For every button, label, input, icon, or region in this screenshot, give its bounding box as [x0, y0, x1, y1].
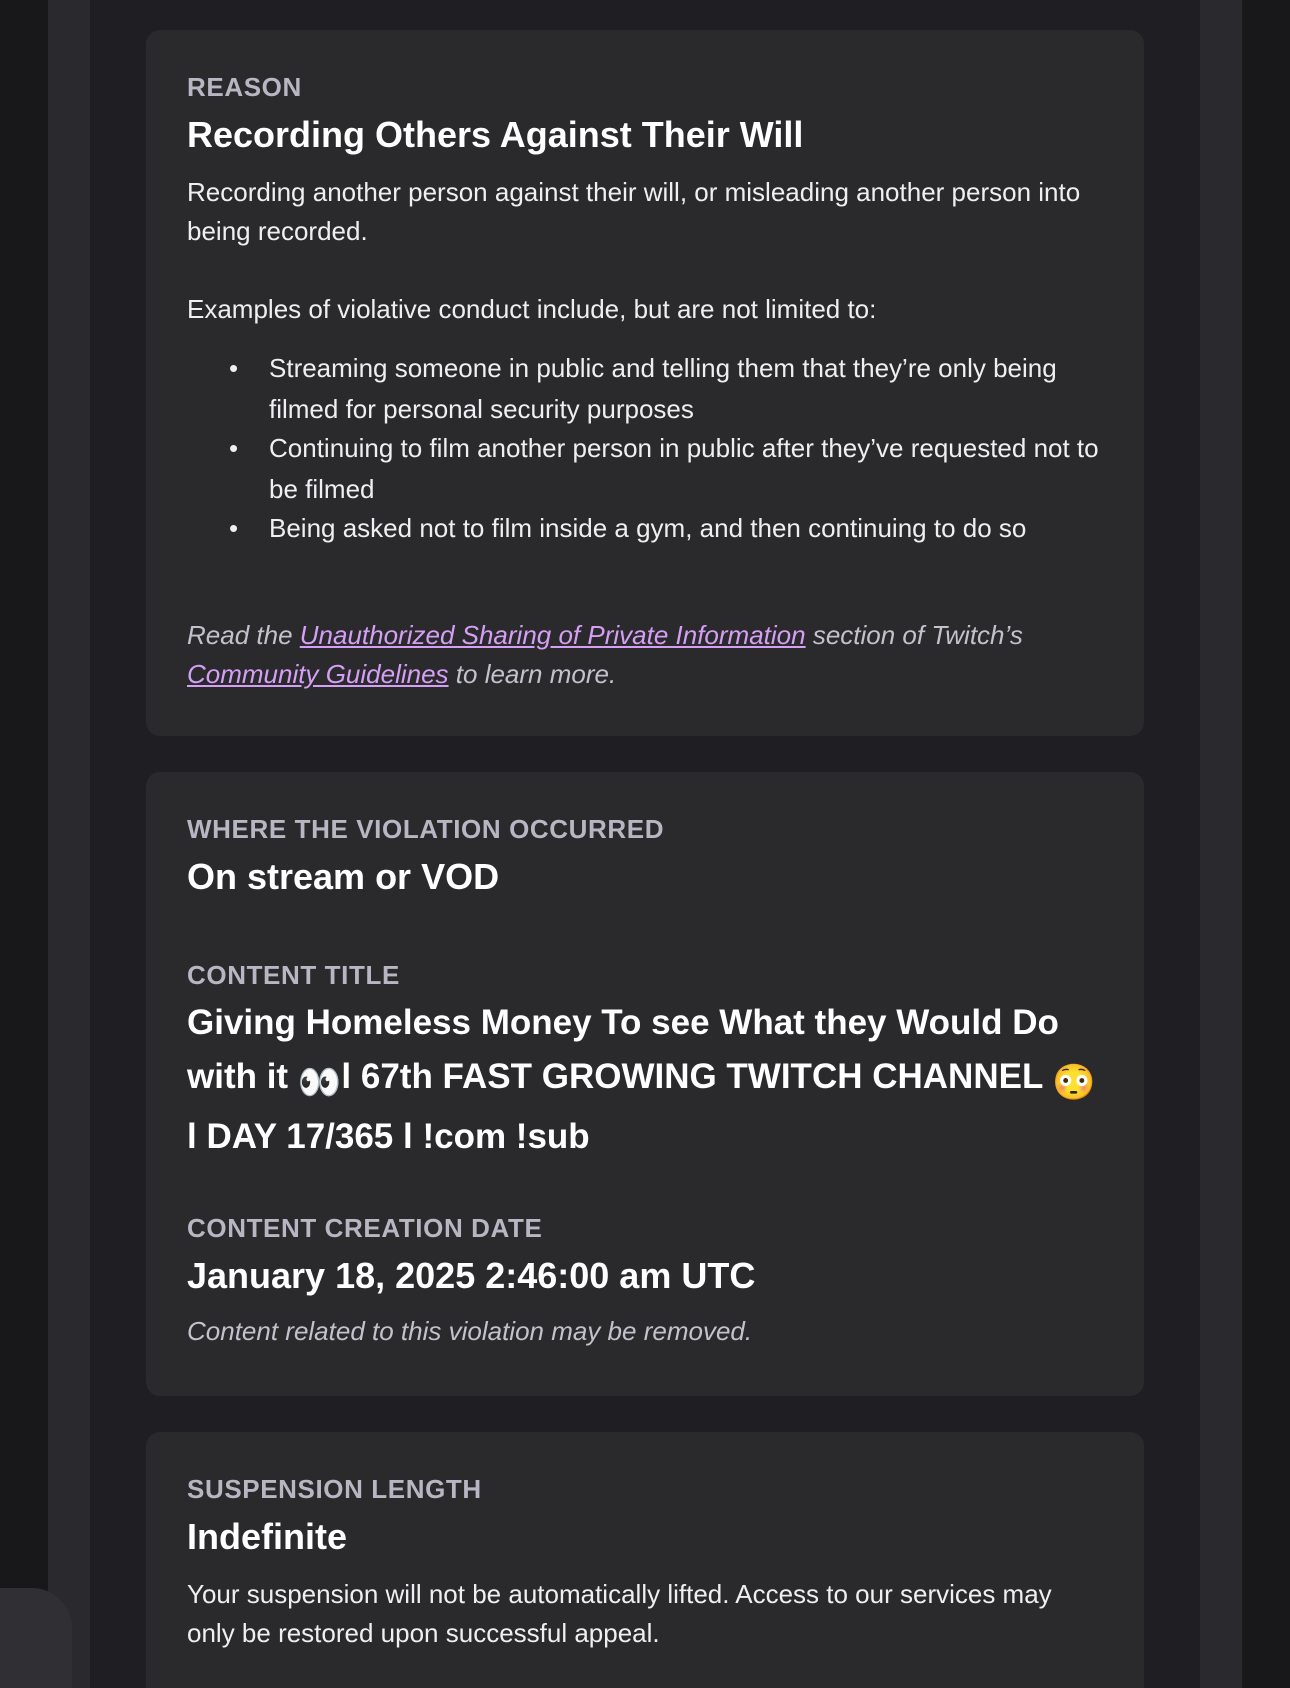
list-item: • Continuing to film another person in public after they’ve requested not to be filmed [229, 428, 1104, 510]
content-title: Giving Homeless Money To see What they Would Do with it 👀l 67th FAST GROWING TWITCH CHANNEL 😳l DAY 17/365 l !com !sub [187, 1003, 1097, 1156]
eyes-icon: 👀 [297, 1063, 342, 1102]
right-stripe [1200, 0, 1242, 1688]
left-rail [0, 0, 48, 1688]
left-stripe [48, 0, 90, 1688]
bullet-icon: • [229, 513, 239, 543]
community-guidelines-link[interactable]: Community Guidelines [187, 659, 449, 689]
list-item: • Streaming someone in public and telling them that they’re only being filmed for personal security purposes [229, 348, 1104, 430]
suspension-description: Your suspension will not be automatically lifted. Access to our services may only be restored upon successful appeal. [187, 1579, 1052, 1648]
creation-date-value: January 18, 2025 2:46:00 am UTC [187, 1255, 756, 1296]
removal-note: Content related to this violation may be removed. [187, 1316, 753, 1346]
list-item: • Being asked not to film inside a gym, and then continuing to do so [229, 508, 1104, 549]
examples-list [187, 348, 1104, 547]
reason-label: REASON [187, 72, 302, 102]
violation-details-card [146, 772, 1144, 1396]
private-info-link[interactable]: Unauthorized Sharing of Private Information [299, 620, 806, 650]
reason-title: Recording Others Against Their Will [187, 114, 804, 155]
learn-more-note: Read the Unauthorized Sharing of Private Information section of Twitch’s Community Guidelines to learn more. [187, 620, 1023, 689]
right-rail [1242, 0, 1290, 1688]
bullet-icon: • [229, 353, 239, 383]
bullet-icon: • [229, 433, 239, 463]
where-label: WHERE THE VIOLATION OCCURRED [187, 814, 665, 844]
suspension-card [146, 1432, 1144, 1688]
floating-widget[interactable] [0, 1588, 72, 1688]
reason-card [146, 30, 1144, 736]
content-title-label: CONTENT TITLE [187, 960, 400, 990]
creation-date-label: CONTENT CREATION DATE [187, 1213, 543, 1243]
suspension-label: SUSPENSION LENGTH [187, 1474, 482, 1504]
where-value: On stream or VOD [187, 856, 500, 897]
flushed-face-icon: 😳 [1052, 1063, 1097, 1102]
reason-description: Recording another person against their will, or misleading another person into being recorded. [187, 177, 1081, 246]
suspension-value: Indefinite [187, 1516, 347, 1557]
examples-intro: Examples of violative conduct include, but are not limited to: [187, 294, 877, 324]
